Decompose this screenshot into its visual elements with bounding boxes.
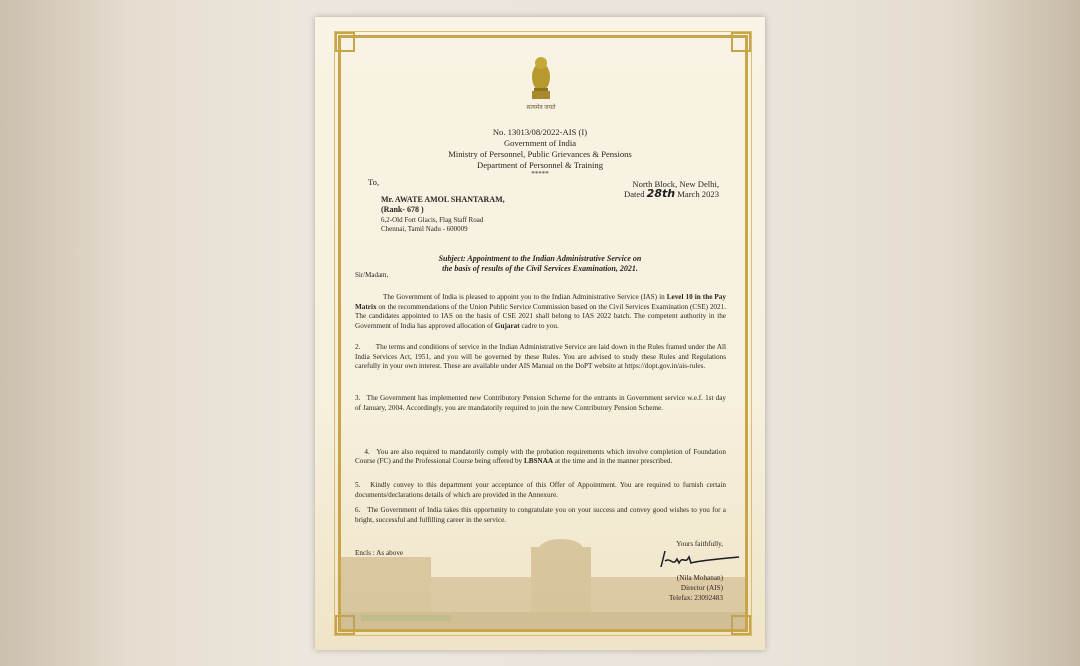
date: Dated 28th March 2023 [623, 187, 719, 200]
to-label: To, [368, 177, 380, 187]
paragraph-1: The Government of India is pleased to appoint you to the Indian Administrative Service (IAS) in Level 10 in the Pay Matrix on the recommendations of the Union Public Service Commission based on the Civil Services Examination (CSE) 2021. The candidates appointed to IAS on the basis of CSE 2021 shall belong to IAS 2022 batch. The competent authority in the Government of India has approved allocation of Gujarat cadre to you. [355, 293, 726, 330]
subject-line-2: the basis of results of the Civil Services Examination, 2021. [442, 264, 638, 273]
telefax: Telefax: 23092483 [669, 594, 723, 602]
handwritten-day: 28th [646, 187, 676, 200]
address-line-1: 6,2-Old Fort Glacis, Flag Staff Road [381, 216, 484, 224]
enclosures: Encls : As above [355, 549, 404, 557]
addressee-name: Mr. AWATE AMOL SHANTARAM, [381, 195, 505, 204]
paragraph-6: 6. The Government of India takes this opportunity to congratulate you on your success and convey good wishes to you for a bright, successful and fulfilling career in the service. [355, 506, 728, 524]
address-line-2: Chennai, Tamil Nadu - 600009 [381, 225, 468, 233]
subject-line-1: Subject: Appointment to the Indian Administrative Service on [438, 254, 642, 263]
paragraph-2: 2. The terms and conditions of service in the Indian Administrative Service are laid down in the Rules framed under the All India Services Act, 1951, and you will be governed by these Rules. You are advised to study these Rules and Regulations carefully in your own interest. These are available under AIS Manual on the DoPT website at https://dopt.gov.in/ais-rules. [355, 343, 728, 371]
closing: Yours faithfully, [676, 540, 723, 548]
salutation: Sir/Madam, [355, 271, 389, 279]
reference-number: No. 13013/08/2022-AIS (I) [492, 127, 588, 137]
paragraph-4: 4. You are also required to mandatorily comply with the probation requirements which involve completion of Foundation Course (FC) and the Professional Course being offered by LBSNAA at the time and in the manner prescribed. [355, 447, 728, 466]
signer-name: (Nila Mohanan) [676, 574, 723, 582]
border-corner [335, 32, 355, 52]
border-corner [731, 32, 751, 52]
ministry-name: Ministry of Personnel, Public Grievances & Pensions [448, 149, 632, 159]
national-emblem-icon [528, 55, 554, 101]
paragraph-3: 3. The Government has implemented new Contributory Pension Scheme for the entrants in Government service w.e.f. 1st day of January, 2004. Accordingly, you are mandatorily required to join the new Contributory Pension Scheme. [355, 394, 728, 412]
emblem-motto: सत्यमेव जयते [526, 105, 556, 111]
addressee-rank: (Rank- 678 ) [381, 205, 424, 214]
department-name: Department of Personnel & Training [476, 160, 604, 170]
paragraph-5: 5. Kindly convey to this department your acceptance of this Offer of Appointment. You are required to furnish certain documents/declarations details of which are provided in the Annexure. [355, 481, 728, 499]
signature [657, 547, 741, 571]
government-name: Government of India [503, 138, 577, 148]
appointment-letter [315, 17, 765, 650]
place: North Block, New Delhi, [632, 179, 719, 189]
separator-stars: ***** [531, 170, 549, 178]
signer-designation: Director (AIS) [680, 584, 723, 592]
